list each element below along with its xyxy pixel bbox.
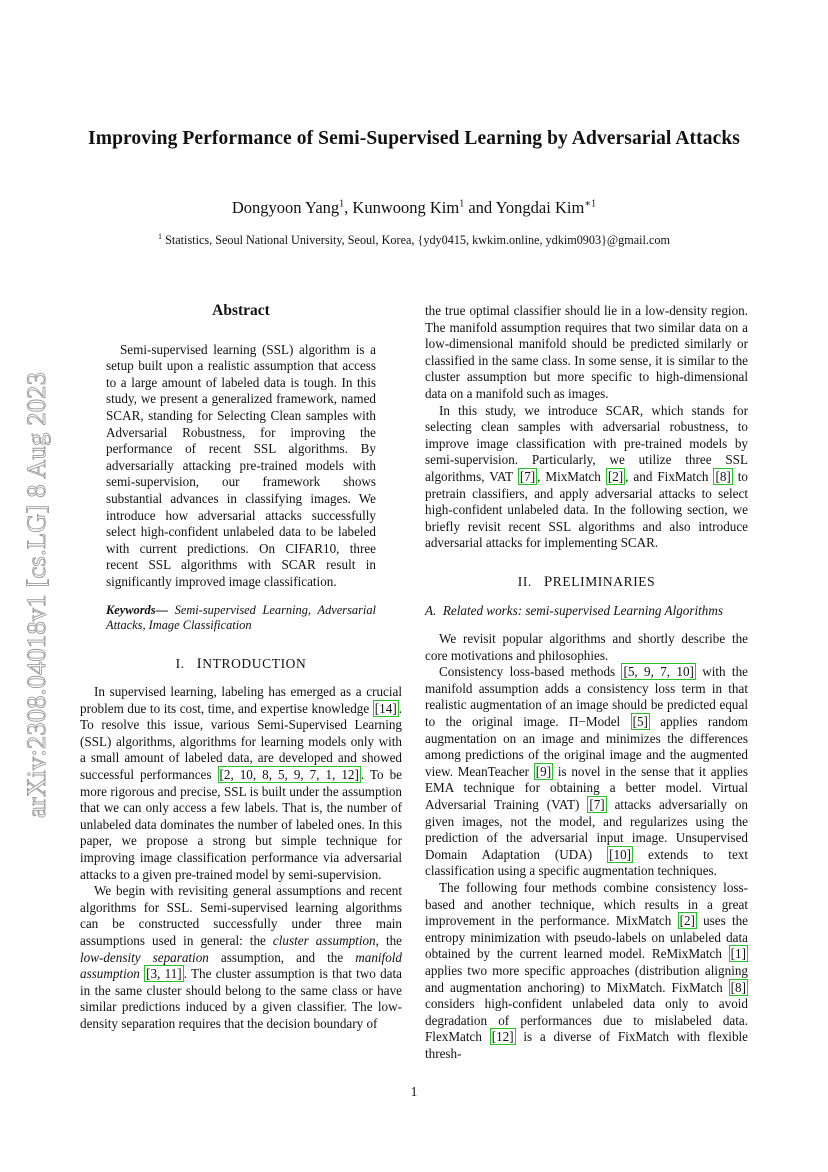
text-run: . To be more rigorous and precise, SSL is built under the assumption that we can only access a few labels. That is, the number of unlabeled data dominates the number of labeled ones. In this paper, we propose a strong but simple technique for improving image classification performance via adversarial attacks to a given pre-trained model by semi-supervision. (80, 767, 402, 882)
subsection-label: A. (425, 602, 437, 618)
citation-link[interactable]: [8] (715, 468, 731, 484)
text-run: applies random augmentation on an image and minimizes the differences among predictions of the original image and the augmented view. MeanTeacher (425, 714, 748, 779)
keywords-text: Semi-supervised Learning, Adversarial Attacks, Image Classification (106, 602, 376, 632)
section-heading-preliminaries (425, 574, 748, 591)
citation-link[interactable]: [9] (535, 763, 552, 779)
citation-link[interactable]: [5] (632, 714, 648, 730)
section-title-rest: NTRODUCTION (202, 655, 307, 671)
page-number: 1 (410, 1084, 418, 1099)
text-run: , the (375, 933, 402, 948)
section-number: II. (517, 573, 532, 589)
citation-link[interactable]: [8] (730, 979, 746, 995)
right-paragraph-3: We revisit popular algorithms and shortly describe the core motivations and philosophies. (425, 631, 748, 663)
subsection-title: Related works: semi-supervised Learning Algorithms (442, 602, 723, 618)
text-run: extends to text classification using a specific augmentation techniques. (425, 846, 748, 879)
abstract-heading: Abstract (212, 302, 270, 319)
section-title-rest: RELIMINARIES (552, 573, 656, 589)
text-run: to pretrain classifiers, and apply adversarial attacks to select high-confident unlabeled data. In the following section, we briefly revisit recent SSL algorithms and also introduce adversarial attacks for implementing SCAR. (425, 468, 748, 551)
citation-link[interactable]: [14] (374, 700, 397, 716)
abstract-text: Semi-supervised learning (SSL) algorithm is a setup built upon a realistic assumption that access to a large amount of labeled data is tough. In this study, we present a generalized framework, named SCAR, standing for Selecting Clean samples with Adversarial Robustness, for improving the performance of recent SSL algorithms. By adversarially attacking pre-trained models with semi-supervision, our framework shows substantial advances in classifying images. We introduce how adversarial attacks successfully select high-confident unlabeled data to be labeled with current predictions. On CIFAR10, three recent SSL algorithms with SCAR result in significantly improved image classification. (106, 341, 376, 589)
intro-paragraph-1 (80, 684, 402, 883)
citation-link[interactable]: [7] (589, 797, 605, 813)
text-run: Consistency loss-based methods (439, 664, 622, 680)
section-title-initial: P (543, 573, 553, 590)
text-run: is a diverse of FixMatch with flexible thresh- (425, 1029, 748, 1061)
subsection-heading-related-works (425, 603, 748, 620)
intro-paragraph-2 (80, 883, 402, 1032)
citation-link[interactable]: [2] (607, 468, 624, 484)
text-run: attacks adversarially on given images, not the model, and regularizes using the prediction of the adversarial input image. Unsupervised Domain Adaptation (UDA) (425, 797, 748, 862)
arxiv-identifier-text: arXiv:2308.04018v1 [cs.LG] 8 Aug 2023 (21, 371, 51, 818)
citation-link[interactable]: [3, 11] (146, 966, 182, 982)
author-name: Kunwoong Kim (352, 198, 460, 217)
author-affiliation-mark: 1 (339, 198, 345, 210)
right-column (425, 303, 748, 1063)
author-name: Dongyoon Yang (231, 198, 340, 217)
text-run: . To resolve this issue, various Semi-Supervised Learning (SSL) algorithms, algorithms for learning models only with a small amount of labeled data, are developed and showed successful performances (80, 700, 402, 783)
section-number: I. (175, 655, 185, 671)
right-paragraph-2 (425, 403, 748, 552)
section-heading-introduction (80, 656, 402, 673)
arxiv-identifier-stamp (18, 338, 54, 818)
text-run: uses the entropy minimization with pseudo-labels on unlabeled data obtained by the current learned model. ReMixMatch (425, 913, 748, 962)
author-name: Yongdai Kim (495, 198, 585, 217)
citation-link[interactable]: [12] (491, 1029, 514, 1045)
text-run: , MixMatch (537, 468, 606, 484)
text-run: with the manifold assumption adds a consistency loss term in that realistic augmentation of an image should be predicted equal to the original image. Π−Model (425, 664, 748, 730)
author-separator: , (344, 198, 353, 217)
citation-link[interactable]: [2] (679, 913, 695, 929)
paper-title: Improving Performance of Semi-Supervised Learning by Adversarial Attacks (88, 128, 740, 149)
citation-link[interactable]: [10] (609, 846, 632, 862)
author-list (60, 198, 768, 218)
author-separator: and (464, 198, 496, 217)
keywords (106, 603, 376, 634)
affiliation-mark: 1 (158, 232, 163, 241)
text-run: assumption, and the (208, 949, 356, 965)
right-paragraph-1: the true optimal classifier should lie in a low-density region. The manifold assumption requires that two similar data on a low-dimensional manifold should be predicted similarly or classified in the same class. In some sense, it is similar to the cluster assumption but more specific to high-dimensional data on a manifold such as images. (425, 303, 748, 401)
citation-link[interactable]: [5, 9, 7, 10] (623, 664, 694, 680)
author-affiliation-mark: ∗1 (584, 198, 597, 210)
text-run: In supervised learning, labeling has emerged as a crucial problem due to its cost, time, and expertise knowledge (80, 684, 402, 716)
right-paragraph-5 (425, 880, 748, 1063)
citation-link[interactable]: [1] (730, 946, 746, 962)
text-run: In this study, we introduce SCAR, which stands for selecting clean samples with adversarial robustness, to improve image classification with pre-trained models by semi-supervision. Particularly, we utilize three SSL algorithms, VAT (425, 402, 748, 484)
citation-link[interactable]: [2, 10, 8, 5, 9, 7, 1, 12] (219, 767, 359, 783)
author-affiliation-mark: 1 (459, 198, 465, 210)
text-run: considers high-confident unlabeled data only to avoid degradation of performances due to mislabeled data. FlexMatch (425, 996, 748, 1045)
affiliation (60, 232, 768, 248)
text-run: The following four methods combine consistency loss-based and another technique, which results in a great improvement in the performance. MixMatch (425, 880, 748, 929)
left-column (80, 303, 402, 1033)
emphasis-term: low-density separation (80, 949, 209, 965)
emphasis-term: cluster assumption (272, 933, 376, 948)
citation-link[interactable]: [7] (519, 468, 536, 484)
text-run: applies two more specific approaches (distribution aligning and augmentation anchoring) to MixMatch. FixMatch (425, 962, 748, 995)
text-run: . The cluster assumption is that two data in the same cluster should belong to the same class or have similar predictions induced by a given classifier. The low-density separation requires that the decision boundary of (80, 966, 402, 1031)
right-paragraph-4 (425, 664, 748, 880)
affiliation-text: Statistics, Seoul National University, Seoul, Korea, {ydy0415, kwkim.online, ydkim0903}@gmail.com (162, 233, 670, 248)
keywords-label: Keywords— (106, 602, 168, 617)
section-title-initial: I (196, 655, 203, 672)
text-run: , and FixMatch (625, 468, 714, 484)
text-run: We begin with revisiting general assumptions and recent algorithms for SSL. Semi-supervised learning algorithms can be constructed successfully under three main assumptions used in general: the (80, 883, 402, 948)
text-run: is novel in the sense that it applies EMA technique for obtaining a better model. Virtual Adversarial Training (VAT) (425, 763, 748, 813)
emphasis-term: manifold assumption (80, 949, 402, 982)
